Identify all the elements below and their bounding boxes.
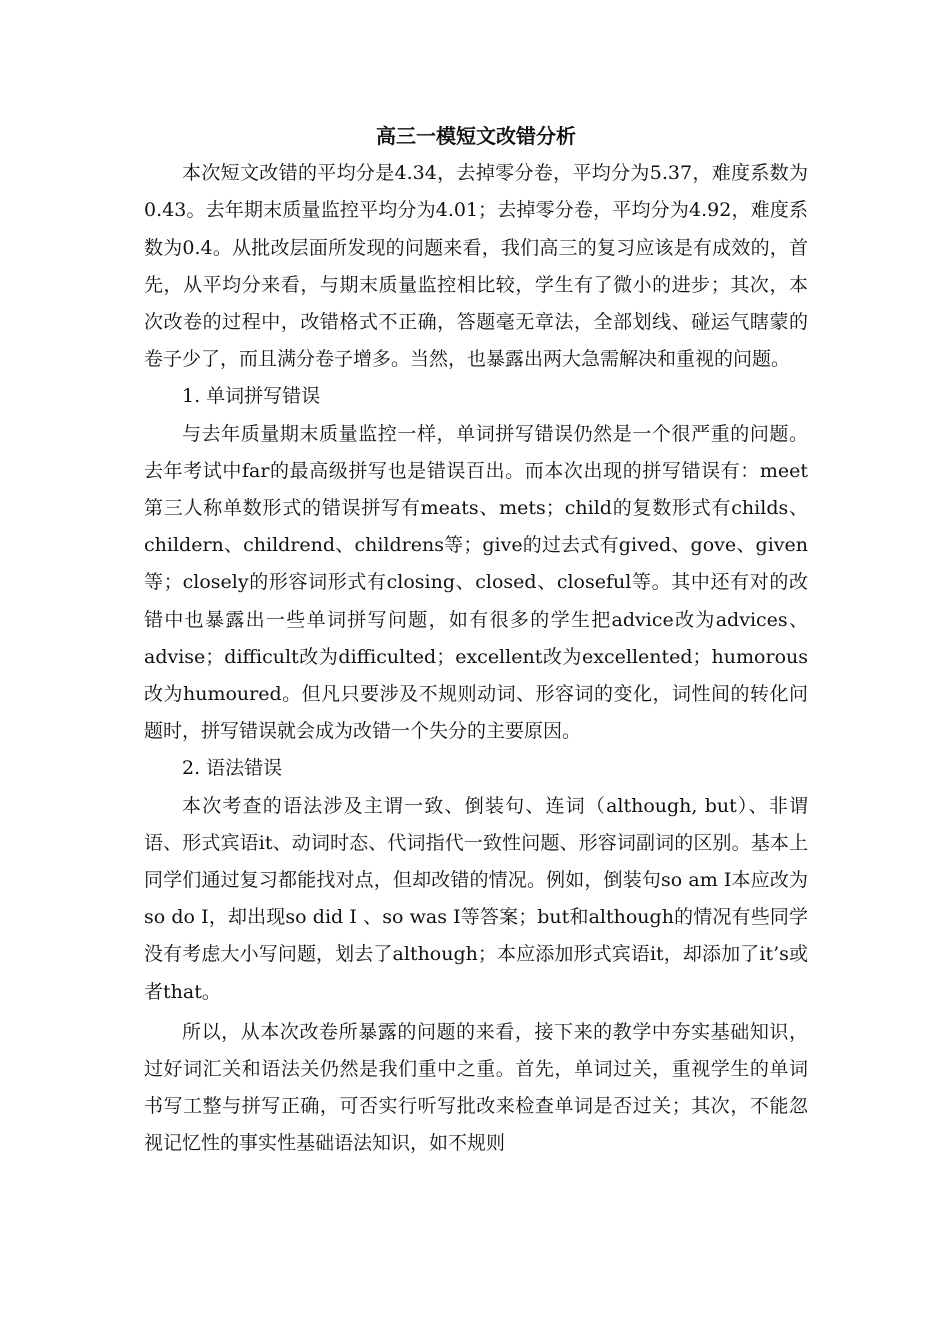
spelling-paragraph: 与去年质量期末质量监控一样，单词拼写错误仍然是一个很严重的问题。去年考试中far的最高级拼写也是错误百出。而本次出现的拼写错误有：meet第三人称单数形式的错误拼写有meats、mets；child的复数形式有childs、childern、childrend、childrens等；give的过去式有gived、gove、given等；closely的形容词形式有closing、closed、closeful等。其中还有对的改错中也暴露出一些单词拼写问题，如有很多的学生把advice改为advices、advise；difficult改为difficulted；excellent改为excellented；humorous改为humoured。但凡只要涉及不规则动词、形容词的变化，词性间的转化问题时，拼写错误就会成为改错一个失分的主要原因。 [144,422,808,743]
document-title: 高三一模短文改错分析 [376,124,576,148]
grammar-paragraph: 本次考查的语法涉及主谓一致、倒装句、连词（although, but）、非谓语、形式宾语it、动词时态、代词指代一致性问题、形容词副词的区别。基本上同学们通过复习都能找对点，但却改错的情况。例如，倒装句so am I本应改为so do I，却出现so did I 、so was I等答案；but和although的情况有些同学没有考虑大小写问题，划去了although；本应添加形式宾语it，却添加了it’s或者that。 [144,794,808,1003]
intro-paragraph: 本次短文改错的平均分是4.34，去掉零分卷，平均分为5.37，难度系数为0.43。去年期末质量监控平均分为4.01；去掉零分卷，平均分为4.92，难度系数为0.4。从批改层面所发现的问题来看，我们高三的复习应该是有成效的，首先，从平均分来看，与期末质量监控相比较，学生有了微小的进步；其次，本次改卷的过程中，改错格式不正确，答题毫无章法，全部划线、碰运气瞎蒙的卷子少了，而且满分卷子增多。当然，也暴露出两大急需解决和重视的问题。 [144,162,808,371]
conclusion-paragraph: 所以，从本次改卷所暴露的问题的来看，接下来的教学中夯实基础知识，过好词汇关和语法关仍然是我们重中之重。首先，单词过关，重视学生的单词书写工整与拼写正确，可否实行听写批改来检查单词是否过关；其次，不能忽视记忆性的事实性基础语法知识，如不规则 [144,1020,808,1155]
document-page [144,118,808,1163]
section-heading-spelling: 1. 单词拼写错误 [182,385,321,408]
section-heading-grammar: 2. 语法错误 [182,757,283,780]
